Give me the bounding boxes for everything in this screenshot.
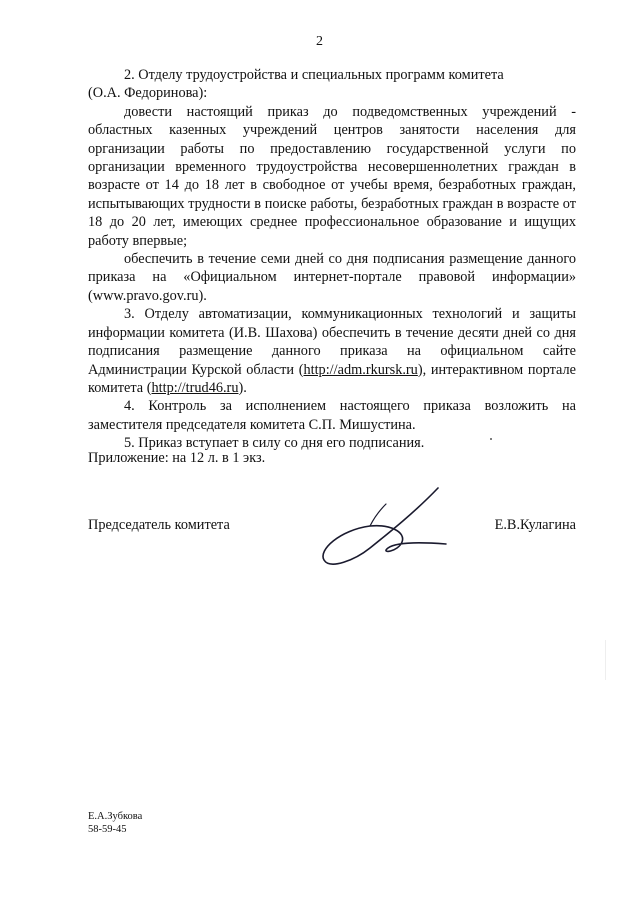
executor-name: Е.А.Зубкова	[88, 811, 143, 822]
scan-artifact	[605, 640, 606, 680]
adm-rkursk-link[interactable]: http://adm.rkursk.ru	[303, 361, 418, 378]
executor-phone: 58-59-45	[88, 824, 127, 835]
trud46-link[interactable]: http://trud46.ru	[151, 379, 239, 396]
document-body	[88, 66, 576, 453]
paragraph-2-responsible: (О.А. Федоринова):	[88, 85, 208, 102]
paragraph-4: 4. Контроль за исполнением настоящего приказа возложить на заместителя председателя комитета С.П. Мишустина.	[88, 398, 576, 433]
paragraph-3-text-middle: ), интерактивном портале комитета (	[88, 361, 576, 396]
page-number: 2	[316, 34, 323, 49]
appendix-note: Приложение: на 12 л. в 1 экз.	[88, 450, 266, 466]
handwritten-signature	[310, 482, 460, 572]
paragraph-2-task-1: довести настоящий приказ до подведомственных учреждений - областных казенных учреждений центров занятости населения для организации работы по предоставлению государственной услуги по организации временного трудоустройства несовершеннолетних граждан в возрасте от 14 до 18 лет в свободное от учебы время, безработных граждан, испытывающих трудности в поиске работы, безработных граждан в возрасте от 18 до 20 лет, имеющих среднее профессиональное образование и ищущих работу впервые;	[88, 103, 576, 249]
paragraph-5: 5. Приказ вступает в силу со дня его подписания.	[124, 435, 425, 452]
paragraph-2-task-2: обеспечить в течение семи дней со дня подписания размещение данного приказа на «Официальном интернет-портале правовой информации» (www.pravo.gov.ru).	[88, 251, 576, 304]
paragraph-2-heading: 2. Отделу трудоустройства и специальных программ комитета	[124, 67, 504, 83]
stray-mark	[490, 438, 492, 440]
signatory-name: Е.В.Кулагина	[494, 517, 576, 533]
signatory-title: Председатель комитета	[88, 517, 230, 533]
paragraph-3-text-start: 3. Отделу автоматизации, коммуникационных технологий и защиты информации комитета (И.В. Шахова) обеспечить в течение десяти дней со дня подписания размещение данного приказа на официальном сайте Администрации Курской области (	[88, 306, 576, 378]
paragraph-3-text-end: ).	[238, 379, 247, 396]
executor-info	[88, 810, 142, 836]
paragraph-3	[88, 305, 576, 397]
